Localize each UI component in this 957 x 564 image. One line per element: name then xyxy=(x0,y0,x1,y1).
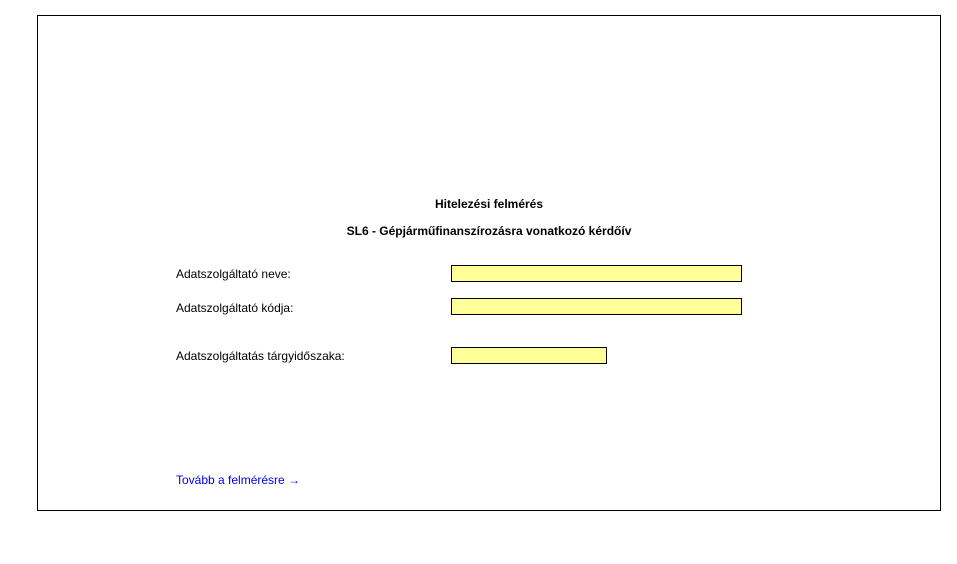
reporting-period-input[interactable] xyxy=(451,347,607,364)
continue-to-survey-link[interactable]: Tovább a felmérésre → xyxy=(176,473,301,487)
form-frame xyxy=(37,15,941,511)
reporting-period-label: Adatszolgáltatás tárgyidőszaka: xyxy=(176,349,345,363)
form-title: Hitelezési felmérés xyxy=(434,197,544,211)
form-subtitle: SL6 - Gépjárműfinanszírozásra vonatkozó kérdőív xyxy=(346,224,632,238)
provider-code-label: Adatszolgáltató kódja: xyxy=(176,301,294,315)
provider-name-label: Adatszolgáltató neve: xyxy=(176,267,291,281)
provider-name-input[interactable] xyxy=(451,265,742,282)
provider-code-input[interactable] xyxy=(451,298,742,315)
